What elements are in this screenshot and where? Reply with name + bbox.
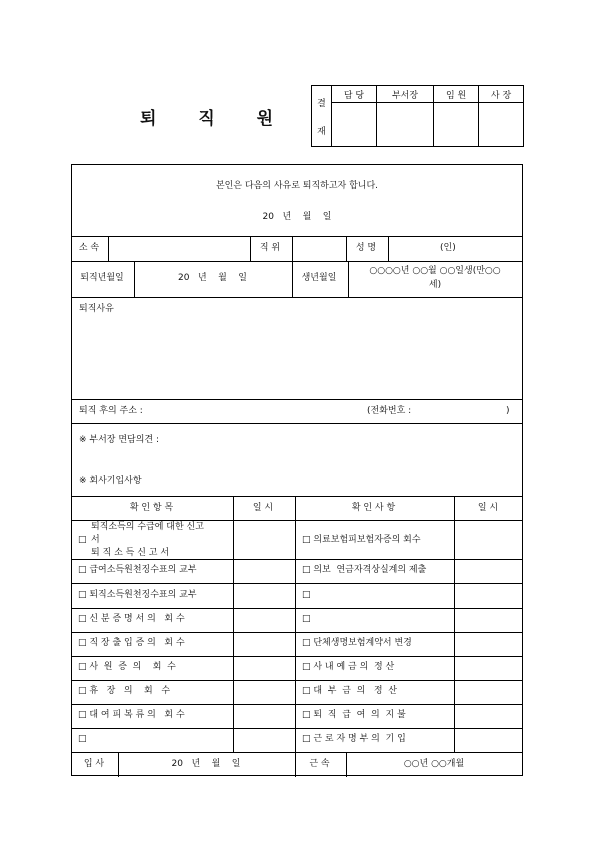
statement-text: 본인은 다음의 사유로 퇴직하고자 합니다.	[215, 181, 379, 191]
approval-sign-executive[interactable]	[434, 103, 479, 147]
approval-sign-manager[interactable]	[376, 103, 433, 147]
address-label: 퇴직 후의 주소 :	[79, 406, 143, 416]
position-label: 직 위	[259, 243, 281, 253]
left-item-3[interactable]: □ 퇴직소득원천징수표의 교부	[78, 590, 197, 600]
right-item-1[interactable]: □ 의료보험피보험자증의 회수	[302, 535, 421, 545]
right-item-3[interactable]: □	[302, 590, 311, 600]
birth-value-line2: 세)	[428, 280, 442, 290]
retire-date-value[interactable]: 20 년 월 일	[177, 273, 247, 283]
left-item-9[interactable]: □	[78, 734, 87, 744]
birth-label: 생년월일	[301, 273, 337, 283]
retire-date-label: 퇴직년월일	[80, 273, 124, 283]
right-item-7[interactable]: □ 대 부 금 의 정 산	[302, 686, 397, 696]
approval-col-manager: 부서장	[376, 86, 433, 103]
approval-box	[311, 85, 524, 147]
approval-col-staff: 담 당	[332, 86, 377, 103]
document-title: 퇴 직 원	[140, 109, 292, 129]
left-item-1-line1: 퇴직소득의 수급에 대한 신고	[91, 522, 204, 532]
approval-col-executive: 임 원	[434, 86, 479, 103]
service-label: 근 속	[309, 759, 330, 769]
left-item-8[interactable]: □ 대 여 피 복 류 의 회 수	[78, 710, 185, 720]
dept-label: 소 속	[78, 243, 100, 253]
right-item-4[interactable]: □	[302, 614, 311, 624]
left-item-1-line2: 서	[91, 535, 100, 545]
right-item-5[interactable]: □ 단체생명보험계약서 변경	[302, 638, 412, 648]
birth-value-line1[interactable]: ○○○○년 ○○월 ○○일생(만○○	[369, 266, 501, 276]
approval-side-label: 결 재	[312, 86, 332, 147]
header-check-detail: 확 인 사 항	[351, 503, 396, 513]
left-item-6[interactable]: □ 사 원 증 의 회 수	[78, 662, 176, 672]
hire-value[interactable]: 20 년 월 일	[171, 759, 241, 769]
right-item-9[interactable]: □ 근 로 자 명 부 의 기 입	[302, 734, 406, 744]
hire-label: 입 사	[83, 759, 105, 769]
approval-col-president: 사 장	[479, 86, 524, 103]
statement-date[interactable]: 20 년 월 일	[262, 212, 332, 222]
header-date-right: 일 시	[477, 503, 499, 513]
company-items-label: ※ 회사기입사항	[79, 476, 142, 486]
left-item-4[interactable]: □ 신 분 증 명 서 의 회 수	[78, 614, 185, 624]
approval-sign-staff[interactable]	[332, 103, 377, 147]
seal-mark[interactable]: (인)	[440, 243, 456, 253]
left-item-5[interactable]: □ 직 장 출 입 증 의 회 수	[78, 638, 185, 648]
right-item-6[interactable]: □ 사 내 예 금 의 정 산	[302, 662, 395, 672]
reason-field[interactable]	[72, 318, 522, 396]
header-date-left: 일 시	[252, 503, 274, 513]
left-item-7[interactable]: □ 휴 장 의 회 수	[78, 686, 171, 696]
left-item-2[interactable]: □ 급여소득원천징수표의 교부	[78, 565, 197, 575]
left-item-1-line3: 퇴 직 소 득 신 고 서	[91, 548, 170, 558]
phone-label: (전화번호 :	[367, 406, 412, 416]
approval-sign-president[interactable]	[479, 103, 524, 147]
dept-field[interactable]	[108, 242, 248, 254]
manager-opinion-label: ※ 부서장 면담의견 :	[79, 435, 160, 445]
reason-label: 퇴직사유	[79, 304, 114, 314]
service-value[interactable]: ○○년 ○○개월	[403, 759, 465, 769]
name-label: 성 명	[355, 243, 377, 253]
right-item-2[interactable]: □ 의보 연금자격상실계의 제출	[302, 565, 427, 575]
right-item-8[interactable]: □ 퇴 직 급 여 의 지 불	[302, 710, 406, 720]
position-field[interactable]	[292, 242, 345, 254]
phone-close: )	[506, 406, 510, 416]
left-item-1-checkbox[interactable]: □	[78, 535, 87, 545]
header-check-item: 확 인 항 목	[129, 503, 174, 513]
